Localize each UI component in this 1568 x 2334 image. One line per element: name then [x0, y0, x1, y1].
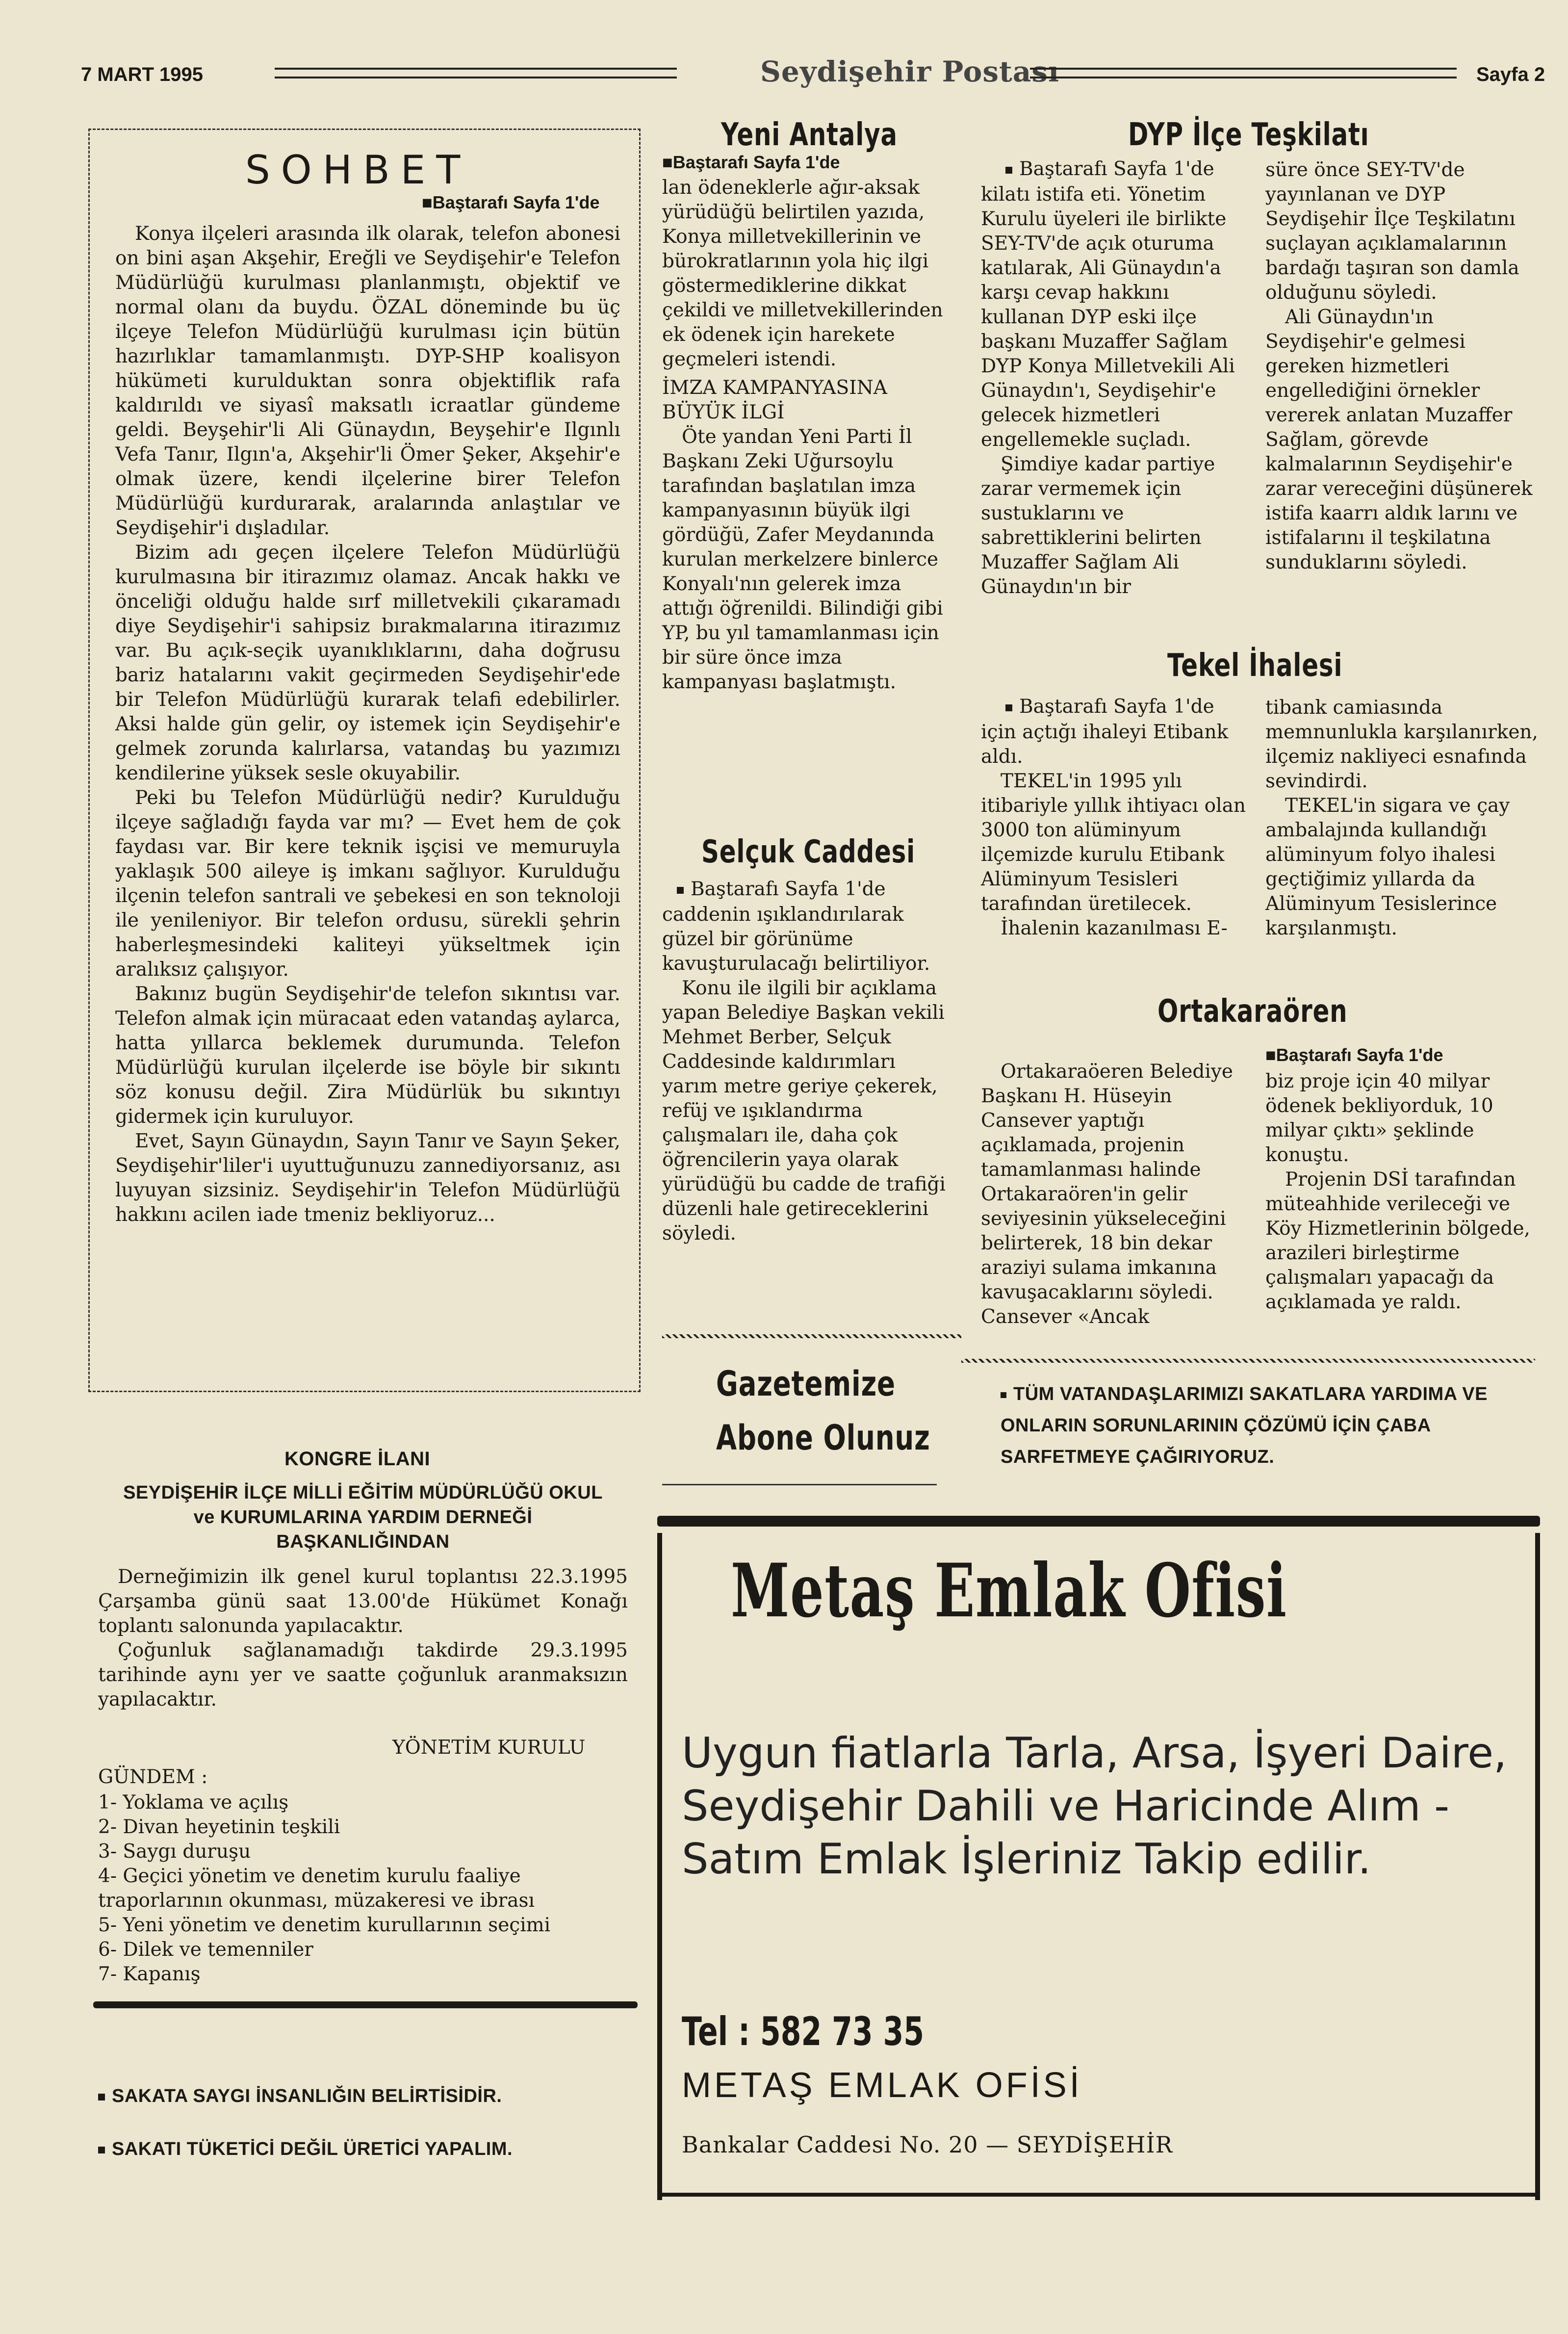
gundem-item: 3- Saygı duruşu [98, 1841, 251, 1863]
header-rule-left [275, 68, 677, 78]
page-number: Sayfa 2 [1476, 64, 1545, 85]
tekel-paragraph: TEKEL'in 1995 yılı itibariyle yıllık ihtiyacı olan 3000 ton alüminyum ilçemizde kurulu Etibank Alüminyum Tesisleri tarafından üretilecek. [981, 770, 1246, 915]
kongre-p1: Derneğimizin ilk genel kurul toplantısı 22.3.1995 Çarşamba günü saat 13.00'de Hükümet Konağı toplantı salonunda yapılacaktır. [98, 1566, 628, 1637]
ortakaraoren-continuation: ■Baştarafı Sayfa 1'de [1265, 1045, 1443, 1065]
sohbet-paragraph: Bakınız bugün Seydişehir'de telefon sıkıntısı var. Telefon almak için müracaat eden vatandaş aylarca, hatta yıllarca beklemek durumunda. Telefon Müdürlüğü kurulan ilçelerde ise böyle bir sıkıntı söz konusu değil. Zira Müdürlük bu sıkıntıyı gidermek için kuruluyor. [115, 983, 620, 1128]
ad-title: Metaş Emlak Ofisi [731, 1548, 1287, 1634]
ortakaraoren-col1 [981, 1060, 1256, 1329]
bullet-icon [677, 887, 684, 894]
gundem-item: 6- Dilek ve temenniler [98, 1939, 313, 1961]
selcuk-paragraph: caddenin ışıklandırılarak güzel bir görünüme kavuşturulacağı belirtiliyor. [662, 904, 930, 975]
yeni-antalya-continuation: ■Baştarafı Sayfa 1'de [662, 152, 840, 172]
dyp-paragraph: süre önce SEY-TV'de yayınlanan ve DYP Seydişehir İlçe Teşkilatını suçlayan açıklamalarının bardağı taşıran son damla olduğunu söyledi. [1265, 159, 1519, 304]
divider-bar [93, 2001, 638, 2008]
yeni-antalya-paragraph: Öte yandan Yeni Parti İl Başkanı Zeki Uğursoylu tarafından başlatılan imza kampanyasının büyük ilgi gördüğü, Zafer Meydanında kurulan merkelzere binlerce Konyalı'nın gelerek imza attığı öğrenildi. Bilindiği gibi YP, bu yıl tamamlanması için bir süre önce imza kampanyası başlatmıştı. [662, 426, 943, 693]
ad-address: Bankalar Caddesi No. 20 — SEYDİŞEHİR [682, 2131, 1173, 2158]
bullet-icon [1001, 1392, 1006, 1398]
slogan-item: SAKATI TÜKETİCİ DEĞİL ÜRETİCİ YAPALIM. [98, 2139, 513, 2160]
issue-date: 7 MART 1995 [81, 64, 203, 85]
gundem-title: GÜNDEM : [98, 1766, 208, 1788]
ortakaraoren-paragraph: Projenin DSİ tarafından müteahhide verileceği ve Köy Hizmetlerinin bölgede, arazileri birleştirme çalışmaları yapacağı da açıklamada ye raldı. [1265, 1168, 1530, 1313]
ad-company-name: METAŞ EMLAK OFİSİ [682, 2066, 1082, 2105]
kongre-org: SEYDİŞEHİR İLÇE MİLLİ EĞİTİM MÜDÜRLÜĞÜ OKUL ve KURUMLARINA YARDIM DERNEĞİ BAŞKANLIĞINDAN [123, 1482, 603, 1552]
dyp-title: DYP İlçe Teşkilatı [1128, 117, 1369, 153]
yeni-antalya-paragraph: lan ödeneklerle ağır-aksak yürüdüğü belirtilen yazıda, Konya milletvekillerinin ve bürokratlarının yola hiç ilgi göstermediklerine dikkat çekildi ve milletvekillerinden ek ödenek için harekete geçmeleri istendi. [662, 177, 943, 370]
gundem-item: 4- Geçici yönetim ve denetim kurulu faaliye traporlarının okunması, müzakeresi ve ibrası [98, 1865, 535, 1912]
kongre-signature: YÖNETİM KURULU [392, 1737, 586, 1759]
dyp-continuation: Baştarafı Sayfa 1'de [1005, 158, 1214, 180]
selcuk-paragraph: Konu ile ilgili bir açıklama yapan Belediye Başkan vekili Mehmet Berber, Selçuk Caddesinde kaldırımları yarım metre geriye çekerek, refüj ve ışıklandırma çalışmaları ile, daha çok öğrencilerin yaya olarak yürüdüğü bu cadde de trafiği düzenli hale getireceklerini söyledi. [662, 977, 946, 1245]
tekel-paragraph: TEKEL'in sigara ve çay ambalajında kullandığı alüminyum folyo ihalesi geçtiğimiz yıllarda da Alüminyum Tesislerince karşılanmıştı. [1265, 795, 1510, 939]
tekel-paragraph: İhalenin kazanılması E- [1001, 917, 1228, 939]
sohbet-paragraph: Konya ilçeleri arasında ilk olarak, telefon abonesi on bini aşan Akşehir, Ereğli ve Seydişehir'e Telefon Müdürlüğü kurulması planlanmıştı, objektif ve normal olanı da buydu. ÖZAL döneminde bu üç ilçeye Telefon Müdürlüğü kurulması için bütün hazırlıklar tamamlanmıştı. DYP-SHP koalisyon hükümeti kurulduktan sonra objektiflik rafa kaldırıldı ve siyasî maksatlı icraatlar gündeme geldi. Beyşehir'li Ali Günaydın, Beyşehir'e Ilgınlı Vefa Tanır, Ilgın'a, Akşehir'li Ömer Şeker, Akşehir'e olmak üzere, kendi ilçelerine birer Telefon Müdürlüğü kurdurarak, aralarında anlaştılar ve Seydişehir'i dışladılar. [115, 223, 620, 539]
ortakaraoren-col2 [1265, 1069, 1540, 1315]
tekel-col2 [1265, 696, 1540, 941]
ad-top-bar [657, 1516, 1540, 1527]
dyp-col1 [981, 182, 1256, 599]
tekel-col1 [981, 720, 1256, 941]
ad-body: Uygun fiatlarla Tarla, Arsa, İşyeri Daire, Seydişehir Dahili ve Haricinde Alım - Satım Emlak İşleriniz Takip edilir. [682, 1729, 1507, 1884]
kongre-heading: KONGRE İLANI [284, 1448, 431, 1470]
tum-vatandas-notice: TÜM VATANDAŞLARIMIZI SAKATLARA YARDIMA VE ONLARIN SORUNLARININ ÇÖZÜMÜ İÇİN ÇABA SARFETMEYE ÇAĞIRIYORUZ. [1001, 1384, 1488, 1467]
bullet-icon [98, 2094, 105, 2101]
ortakaraoren-paragraph: biz proje için 40 milyar ödenek bekliyorduk, 10 milyar çıktı» şeklinde konuştu. [1265, 1070, 1493, 1166]
dyp-paragraph: kilatı istifa eti. Yönetim Kurulu üyeleri ile birlikte SEY-TV'de açık oturuma katılarak, Ali Günaydın'a karşı cevap hakkını kullanan DYP eski ilçe başkanı Muzaffer Sağlam DYP Konya Milletvekili Ali Günaydın'ı, Seydişehir'e gelecek hizmetleri engellemekle suçladı. [981, 183, 1235, 451]
slogan-item: SAKATA SAYGI İNSANLIĞIN BELİRTİSİDİR. [98, 2086, 502, 2107]
tekel-paragraph: tibank camiasında memnunlukla karşılanırken, ilçemiz nakliyeci esnafında sevindirdi. [1265, 697, 1538, 792]
dyp-paragraph: Ali Günaydın'ın Seydişehir'e gelmesi gereken hizmetleri engellediğini örnekler vererek anlatan Muzaffer Sağlam, görevde kalmalarının Seydişehir'e zarar vereceğini düşünerek istifa kaarrı aldık larını ve istifalarını il teşkilatına sunduklarını söyledi. [1265, 306, 1533, 573]
selcuk-continuation: Baştarafı Sayfa 1'de [677, 878, 886, 900]
gazetemize-line2: Abone Olunuz [716, 1418, 930, 1458]
divider-line [662, 1484, 937, 1485]
gundem-item: 2- Divan heyetinin teşkili [98, 1816, 340, 1838]
yeni-antalya-subheading: İMZA KAMPANYASINA BÜYÜK İLGİ [662, 377, 887, 423]
masthead: Seydişehir Postası [760, 55, 1060, 88]
gundem-item: 5- Yeni yönetim ve denetim kurullarının seçimi [98, 1914, 551, 1936]
bullet-icon [1005, 704, 1012, 711]
gundem-item: 1- Yoklama ve açılış [98, 1791, 289, 1814]
sohbet-body [115, 222, 620, 1227]
gundem-item: 7- Kapanış [98, 1963, 201, 1985]
kongre-p2: Çoğunluk sağlanamadığı takdirde 29.3.1995 tarihinde aynı yer ve saatte çoğunluk aranmaksızın yapılacaktır. [98, 1639, 628, 1711]
bullet-icon [98, 2147, 105, 2153]
dyp-paragraph: Şimdiye kadar partiye zarar vermemek için sustuklarını ve sabrettiklerini belirten Muzaffer Sağlam Ali Günaydın'ın bir [981, 453, 1215, 598]
sohbet-continuation: ■Baştarafı Sayfa 1'de [422, 192, 600, 212]
ortakaraoren-title: Ortakaraören [1157, 993, 1348, 1030]
sohbet-paragraph: Bizim adı geçen ilçelere Telefon Müdürlüğü kurulmasına bir itirazımız olamaz. Ancak hakkı ve önceliği olduğu halde sırf milletvekili çıkaramadı diye Seydişehir'i sahipsiz bırakmalarına itirazımız var. Bu açık-seçik uyanıklıklarını, daha doğrusu bariz hatalarını vakit geçirmeden Seydişehir'ede bir Telefon Müdürlüğü kurarak telafi edebilirler. Aksi halde gün gelir, oy istemek için Seydişehir'e gelmek zorunda kalırlarsa, vatandaş bu yazımızı kendilerine yüksek sesle okuyabilir. [115, 542, 620, 784]
sohbet-paragraph: Peki bu Telefon Müdürlüğü nedir? Kurulduğu ilçeye sağladığı fayda var mı? — Evet hem de çok faydası var. Bir kere teknik işçisi ve memuruyla yaklaşık 500 aileye iş imkanı sağlıyor. Kurulduğu ilçenin telefon santrali ve şebekesi en son teknoloji ile yenileniyor. Bir telefon ordusu, sürekli şehrin haberleşmesindeki kaliteyi yükseltmek için aralıksız çalışıyor. [115, 787, 620, 981]
sohbet-paragraph: Evet, Sayın Günaydın, Sayın Tanır ve Sayın Şeker, Seydişehir'liler'i uyuttuğunuzu zannediyorsanız, ası luyuyan sizsiniz. Seydişehir'in Telefon Müdürlüğü hakkını acilen iade tmeniz bekliyoruz... [115, 1130, 620, 1226]
tekel-continuation: Baştarafı Sayfa 1'de [1005, 696, 1214, 718]
header-rule-right [1030, 68, 1457, 78]
gazetemize-line1: Gazetemize [716, 1364, 896, 1404]
divider-wavy [662, 1334, 961, 1338]
sohbet-title: SOHBET [245, 147, 471, 193]
ortakaraoren-paragraph: Ortakaraöeren Belediye Başkanı H. Hüseyin Cansever yaptığı açıklamada, projenin tamamlanması halinde Ortakaraören'in gelir seviyesinin yükseleceğini belirterek, 18 bin dekar araziyi sulama imkanına kavuşacaklarını söyledi. Cansever «Ancak [981, 1061, 1233, 1328]
yeni-antalya-body [662, 176, 956, 695]
selcuk-body [662, 903, 956, 1246]
yeni-antalya-title: Yeni Antalya [721, 117, 898, 153]
bullet-icon [1005, 167, 1012, 174]
gundem-list [98, 1790, 628, 1987]
selcuk-title: Selçuk Caddesi [701, 834, 916, 870]
tekel-paragraph: için açtığı ihaleyi Etibank aldı. [981, 721, 1229, 768]
ad-phone: Tel : 582 73 35 [682, 2009, 925, 2054]
divider-wavy [961, 1359, 1535, 1363]
kongre-body [98, 1565, 628, 1712]
ad-bottom-bar [657, 2193, 1540, 2197]
dyp-col2 [1265, 158, 1540, 575]
tekel-title: Tekel İhalesi [1167, 648, 1343, 684]
